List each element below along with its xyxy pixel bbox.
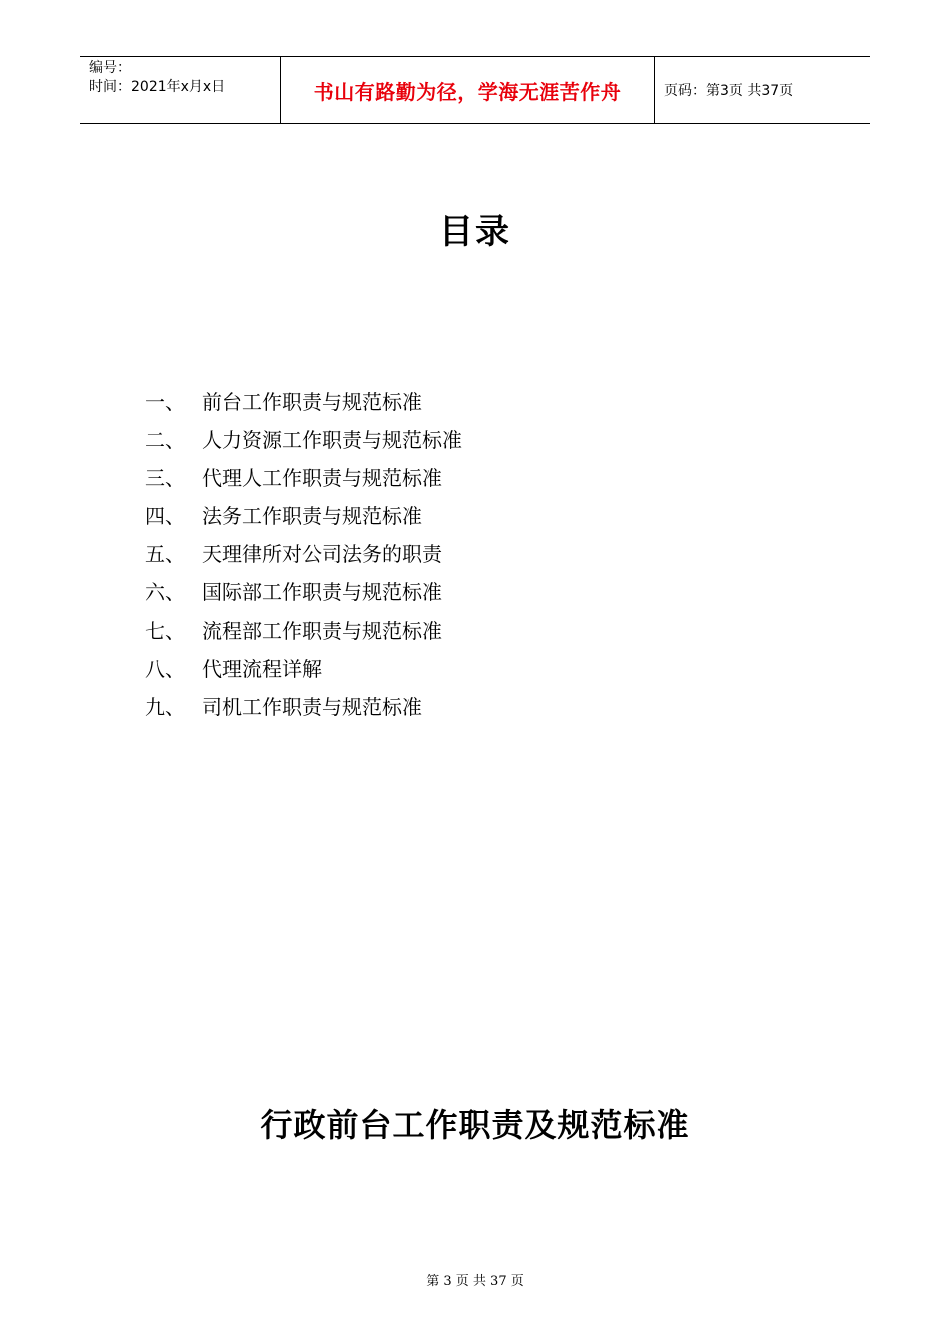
- toc-item-label: 前台工作职责与规范标准: [202, 390, 422, 414]
- toc-item-number: 五、: [145, 542, 185, 567]
- toc-item: [145, 424, 462, 462]
- header-motto: 书山有路勤为径，学海无涯苦作舟: [281, 57, 655, 123]
- section-title: 行政前台工作职责及规范标准: [260, 1106, 690, 1144]
- page-header: [80, 56, 870, 124]
- toc-item-number: 四、: [145, 504, 185, 529]
- toc-item: [145, 462, 462, 500]
- toc-item-label: 天理律所对公司法务的职责: [202, 542, 442, 567]
- page-footer: 第 3 页 共 37 页: [426, 1274, 524, 1289]
- toc-item-label: 代理人工作职责与规范标准: [202, 466, 442, 491]
- toc-item-number: 九、: [145, 694, 185, 719]
- toc-title: 目录: [439, 212, 511, 252]
- toc-item: [145, 500, 462, 538]
- toc-item-number: 六、: [145, 580, 185, 605]
- toc-item-number: 一、: [145, 390, 185, 414]
- toc-item: [145, 576, 462, 614]
- toc-item: [145, 386, 462, 424]
- toc-item-number: 三、: [145, 466, 185, 491]
- toc-item-number: 七、: [145, 618, 185, 643]
- toc-item: [145, 615, 462, 653]
- toc-item-label: 法务工作职责与规范标准: [202, 504, 422, 529]
- toc-item-label: 代理流程详解: [202, 656, 322, 681]
- toc-item: [145, 538, 462, 576]
- toc-item: [145, 691, 462, 729]
- toc-item-label: 人力资源工作职责与规范标准: [202, 428, 462, 453]
- header-page-info: 页码：第3页 共37页: [664, 83, 794, 99]
- header-time-label: 时间：2021年x月x日: [89, 79, 226, 95]
- toc-list: [145, 386, 462, 729]
- header-meta-cell: [80, 57, 281, 123]
- toc-item-label: 司机工作职责与规范标准: [202, 694, 422, 719]
- toc-item-number: 八、: [145, 656, 185, 681]
- toc-item-number: 二、: [145, 428, 185, 453]
- toc-item-label: 流程部工作职责与规范标准: [202, 618, 442, 643]
- toc-item-label: 国际部工作职责与规范标准: [202, 580, 442, 605]
- header-number-label: 编号：: [89, 60, 131, 76]
- toc-item: [145, 653, 462, 691]
